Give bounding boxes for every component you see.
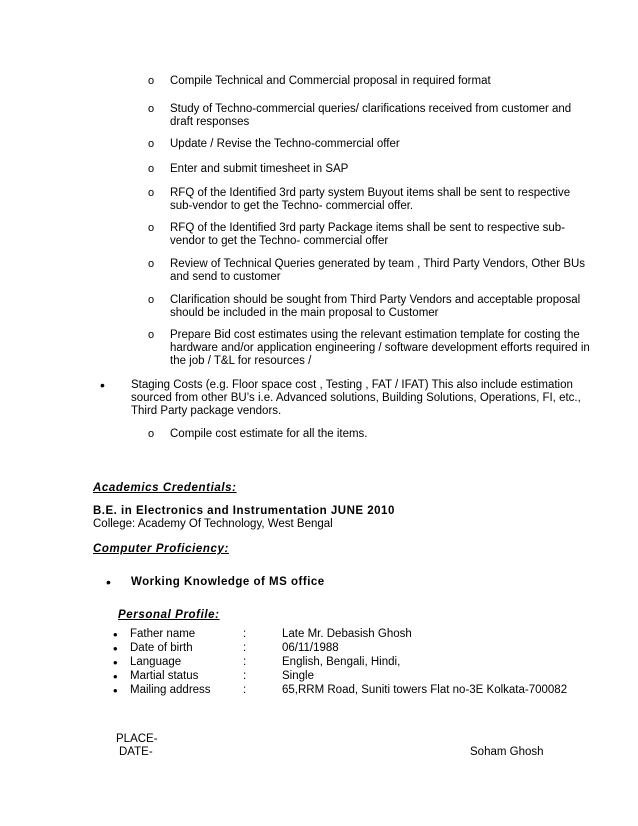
profile-colon: : <box>243 656 247 668</box>
profile-row <box>113 656 593 670</box>
profile-value: Late Mr. Debasish Ghosh <box>282 628 412 640</box>
list-item-text: Compile cost estimate for all the items. <box>170 428 368 440</box>
profile-value: English, Bengali, Hindi, <box>282 656 401 668</box>
profile-colon: : <box>243 684 247 696</box>
sub-bullet: o <box>148 428 155 440</box>
list-item-text: Clarification should be sought from Third Party Vendors and acceptable proposal should be included in the main proposal to Customer <box>170 294 581 319</box>
profile-colon: : <box>243 670 247 682</box>
list-item-text: Enter and submit timesheet in SAP <box>170 163 349 175</box>
main-bullet: • <box>113 627 118 642</box>
signature-name: Soham Ghosh <box>470 746 544 758</box>
main-bullet: • <box>100 377 105 393</box>
college-line: College: Academy Of Technology, West Bengal <box>93 518 333 530</box>
personal-heading: Personal Profile: <box>118 609 220 621</box>
profile-colon: : <box>243 628 247 640</box>
list-item-text: Review of Technical Queries generated by team , Third Party Vendors, Other BUs and send to customer <box>170 258 586 283</box>
sub-bullet: o <box>148 222 155 234</box>
profile-row <box>113 670 593 684</box>
main-bullet: • <box>113 683 118 698</box>
sub-bullet: o <box>148 163 155 175</box>
profile-row <box>113 628 593 642</box>
list-item-text: RFQ of the Identified 3rd party system Buyout items shall be sent to respective sub-vendor to get the Techno- commercial offer. <box>170 187 571 212</box>
profile-row <box>113 642 593 656</box>
main-bullet: • <box>113 655 118 670</box>
date-label: DATE- <box>119 746 153 758</box>
profile-label: Martial status <box>130 670 199 682</box>
academics-heading: Academics Credentials: <box>93 482 237 494</box>
sub-bullet: o <box>148 294 155 306</box>
profile-row <box>113 684 593 698</box>
list-item-text: Compile Technical and Commercial proposal in required format <box>170 75 491 87</box>
profile-label: Mailing address <box>130 684 211 696</box>
profile-value: Single <box>282 670 314 682</box>
list-item-text: Prepare Bid cost estimates using the relevant estimation template for costing the hardware and/or application engineering / software development efforts required in the job / T&L for resources / <box>170 329 590 367</box>
sub-bullet: o <box>148 187 155 199</box>
computer-heading: Computer Proficiency: <box>93 543 229 555</box>
profile-colon: : <box>243 642 247 654</box>
profile-label: Language <box>130 656 182 668</box>
profile-value: 65,RRM Road, Suniti towers Flat no-3E Kolkata-700082 <box>282 684 568 696</box>
profile-value: 06/11/1988 <box>282 642 339 654</box>
list-item-text: Update / Revise the Techno-commercial offer <box>170 138 400 150</box>
sub-bullet: o <box>148 329 155 341</box>
computer-item-text: Working Knowledge of MS office <box>131 576 325 588</box>
staging-costs-text: Staging Costs (e.g. Floor space cost , Testing , FAT / IFAT) This also include estimation sourced from other BU’s i.e. Advanced solutions, Building Solutions, Operations, FI, etc., Third Party package vendors. <box>131 379 581 417</box>
sub-bullet: o <box>148 138 155 150</box>
main-bullet: • <box>113 641 118 656</box>
sub-bullet: o <box>148 103 155 115</box>
profile-label: Father name <box>130 628 196 640</box>
sub-bullet: o <box>148 258 155 270</box>
list-item-text: Study of Techno-commercial queries/ clarifications received from customer and draft responses <box>170 103 572 128</box>
main-bullet: • <box>113 669 118 684</box>
sub-bullet: o <box>148 75 155 87</box>
list-item-text: RFQ of the Identified 3rd party Package items shall be sent to respective sub-vendor to get the Techno- commercial offer <box>170 222 566 247</box>
degree-line: B.E. in Electronics and Instrumentation JUNE 2010 <box>93 505 395 517</box>
place-label: PLACE- <box>116 733 158 745</box>
main-bullet: • <box>106 574 111 590</box>
profile-label: Date of birth <box>130 642 193 654</box>
